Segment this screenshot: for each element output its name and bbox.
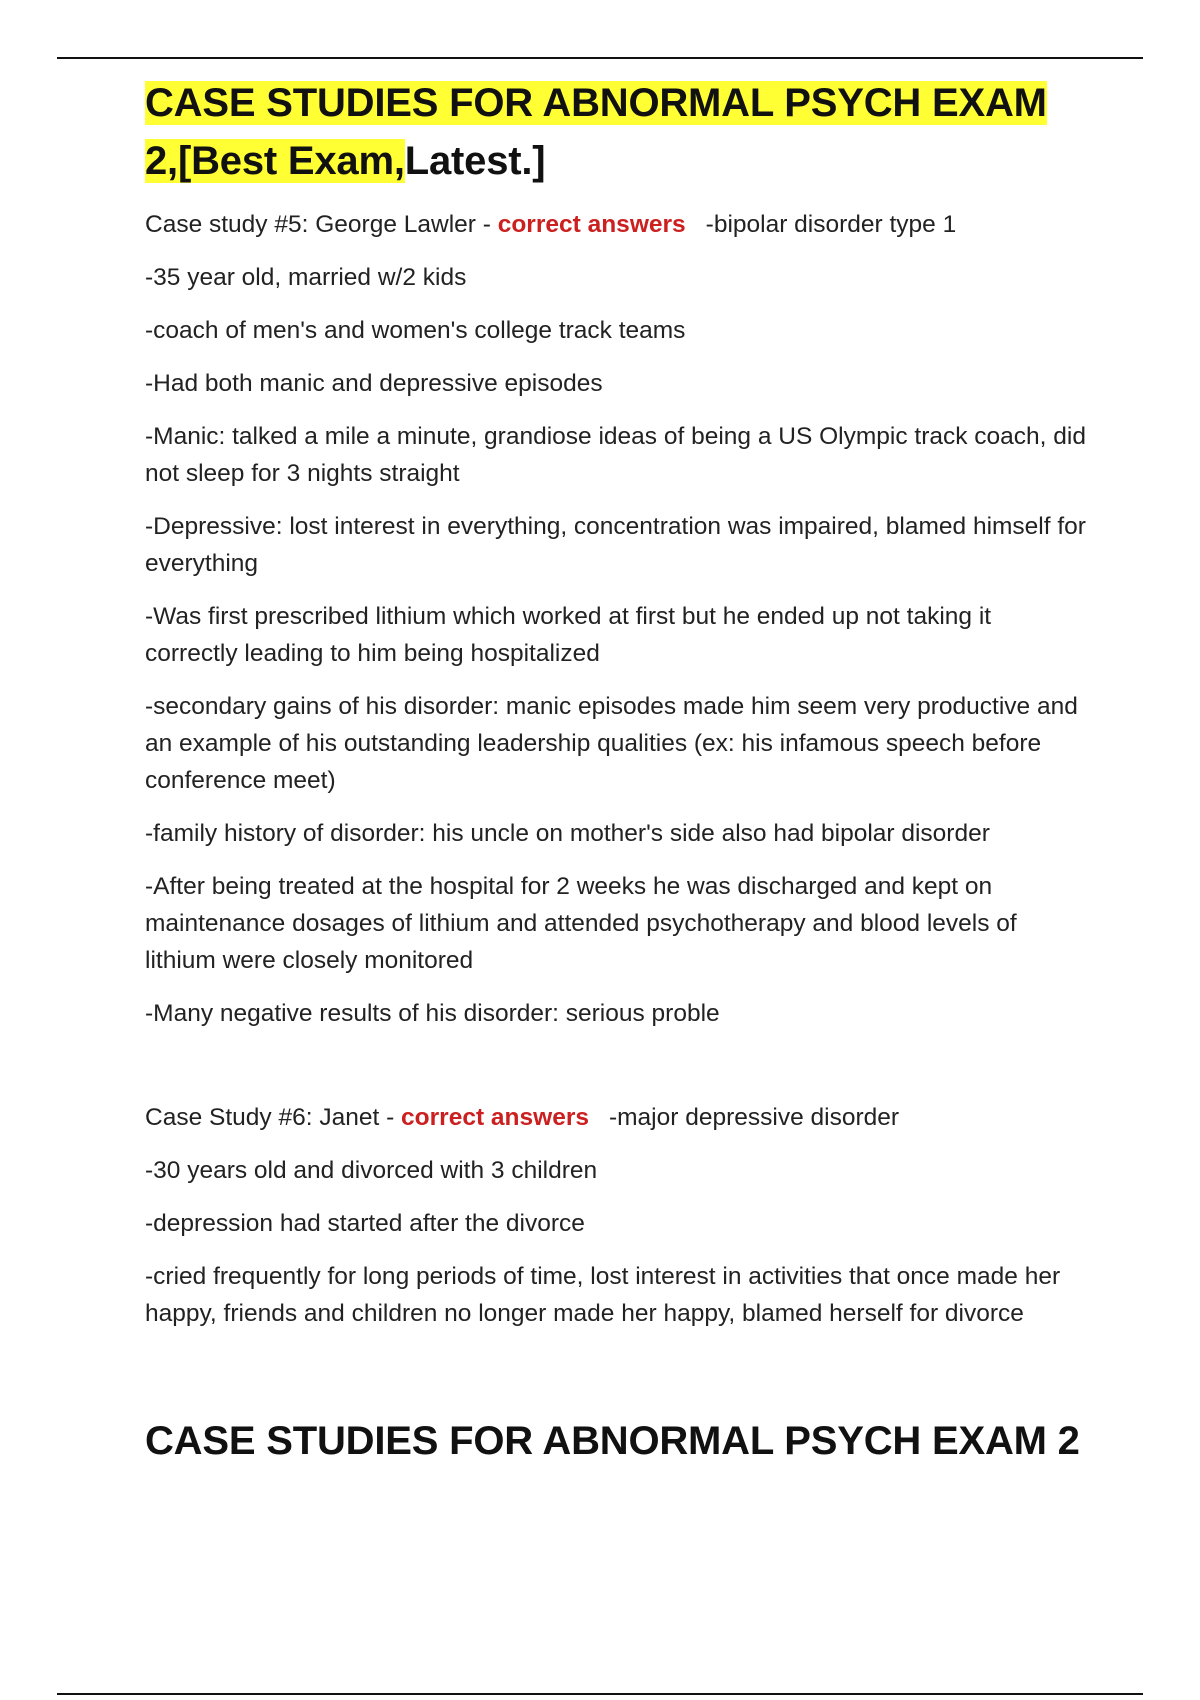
case6-line: -depression had started after the divorce	[145, 1210, 585, 1237]
case5-line: -Had both manic and depressive episodes	[145, 370, 603, 397]
case5-line: -coach of men's and women's college track teams	[145, 317, 686, 344]
case6-line: -cried frequently for long periods of time, lost interest in activities that once made her happy, friends and children no longer made her happy, blamed herself for divorce	[145, 1263, 1061, 1327]
bottom-rule	[57, 1693, 1143, 1695]
case6-title: Case Study #6: Janet -	[145, 1104, 395, 1131]
case5-line: -35 year old, married w/2 kids	[145, 264, 467, 291]
footer-title: CASE STUDIES FOR ABNORMAL PSYCH EXAM 2	[145, 1419, 1080, 1463]
case5-line: -Many negative results of his disorder: serious proble	[145, 1000, 720, 1027]
case5-heading	[145, 206, 1090, 243]
top-rule	[57, 57, 1143, 59]
title-rest: Latest.]	[404, 139, 546, 183]
case5-answer: -bipolar disorder type 1	[705, 211, 957, 238]
case6-line: -30 years old and divorced with 3 children	[145, 1157, 598, 1184]
case5-line: -After being treated at the hospital for 2 weeks he was discharged and kept on maintenance dosages of lithium and attended psychotherapy and blood levels of lithium were closely monitored	[145, 873, 1017, 974]
document-title	[145, 74, 1090, 190]
case5-line: -Depressive: lost interest in everything, concentration was impaired, blamed himself for everything	[145, 513, 1086, 577]
case6-answer: -major depressive disorder	[608, 1104, 900, 1131]
case6-answer-label: correct answers	[401, 1104, 589, 1131]
case5-line: -Was first prescribed lithium which worked at first but he ended up not taking it correctly leading to him being hospitalized	[145, 603, 992, 667]
title-highlighted: CASE STUDIES FOR ABNORMAL PSYCH EXAM 2,[Best Exam,	[145, 81, 1047, 183]
case5-answer-label: correct answers	[497, 211, 686, 238]
case5-title: Case study #5: George Lawler -	[145, 211, 491, 238]
case6-heading	[145, 1099, 1090, 1136]
document-body	[145, 74, 1090, 1470]
case5-line: -Manic: talked a mile a minute, grandiose ideas of being a US Olympic track coach, did not sleep for 3 nights straight	[145, 423, 1086, 487]
case5-line: -secondary gains of his disorder: manic episodes made him seem very productive and an example of his outstanding leadership qualities (ex: his infamous speech before conference meet)	[145, 693, 1078, 794]
case5-line: -family history of disorder: his uncle on mother's side also had bipolar disorder	[145, 820, 990, 847]
